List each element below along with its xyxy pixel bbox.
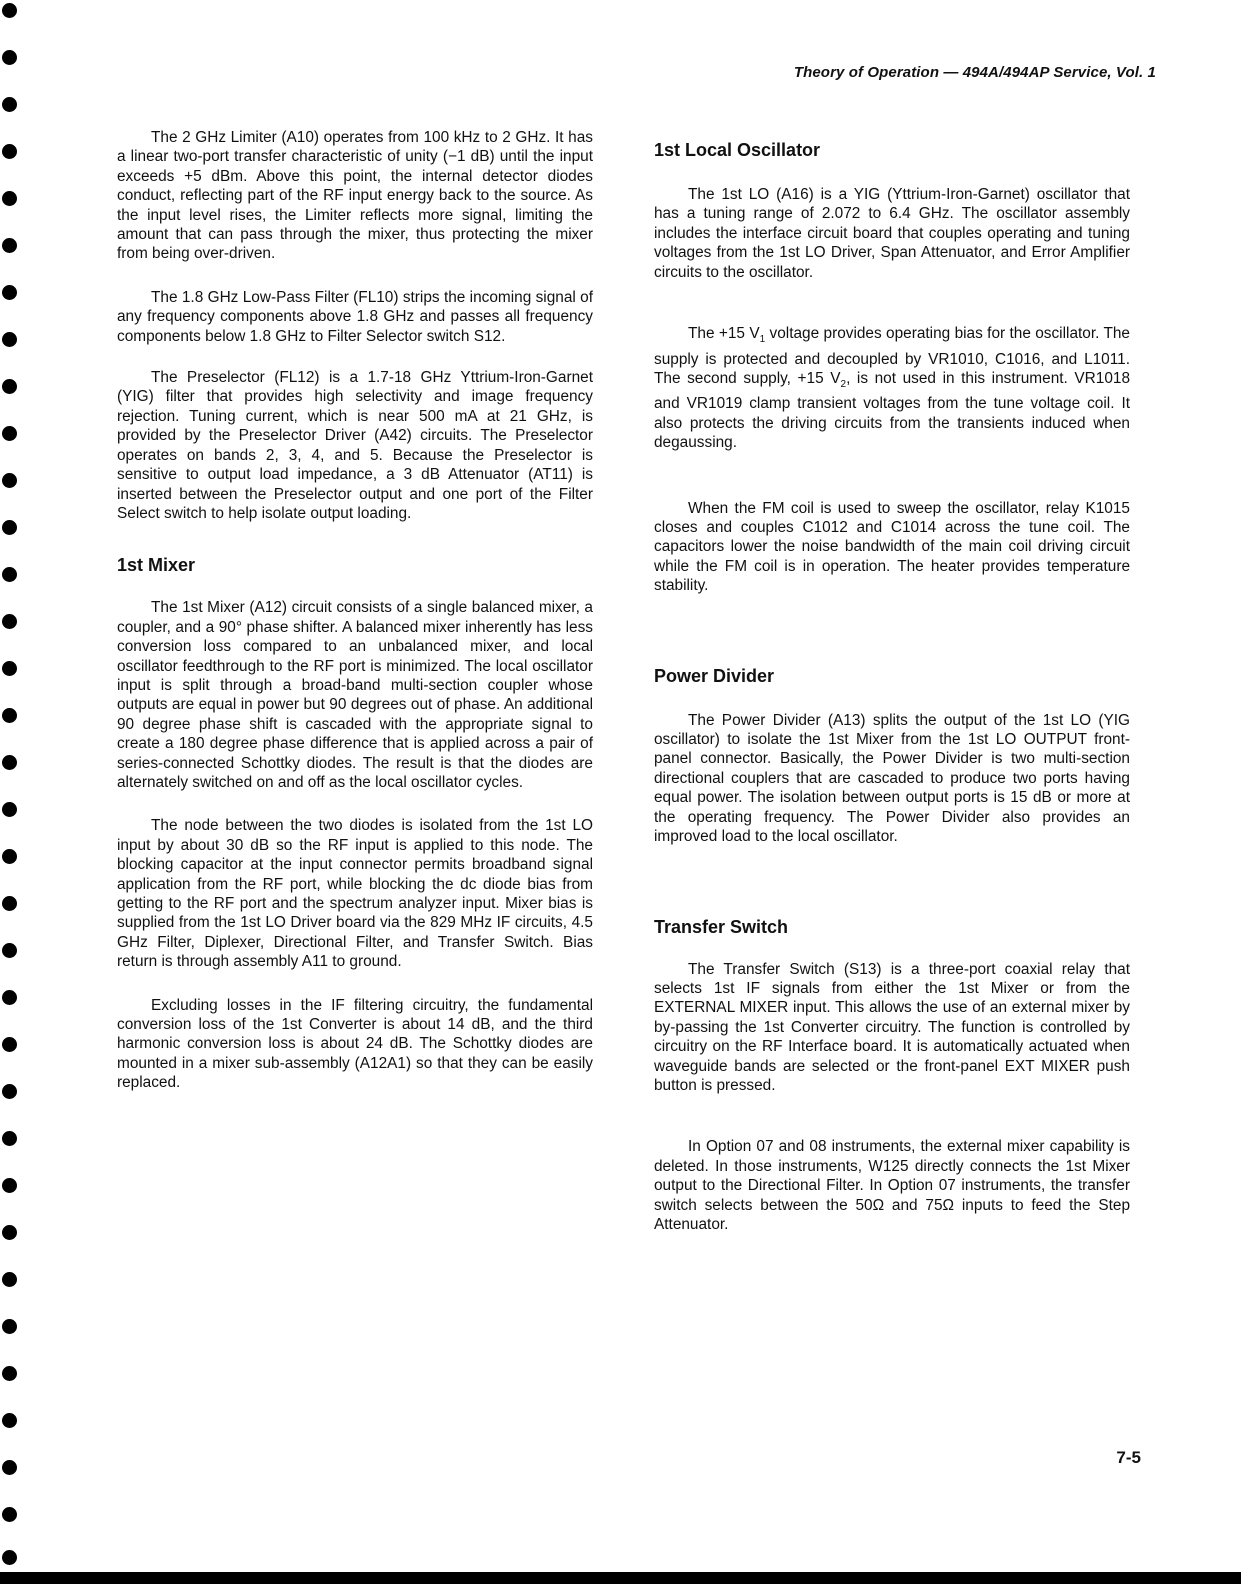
section-heading-power-divider: Power Divider — [654, 665, 775, 686]
section-heading-1st-lo: 1st Local Oscillator — [654, 140, 821, 160]
binder-hole — [2, 567, 17, 582]
binder-hole — [2, 379, 17, 394]
option-paragraph: In Option 07 and 08 instruments, the external mixer capability is deleted. In those instruments, W125 directly connects the 1st Mixer output to the Directional Filter. In Option 07 instruments, the transfer switch selects between the 50Ω and 75Ω inputs to feed the Step Attenuator. — [654, 1138, 1130, 1233]
lowpass-filter-paragraph: The 1.8 GHz Low-Pass Filter (FL10) strips the incoming signal of any frequency components above 1.8 GHz and passes all frequency components below 1.8 GHz to Filter Selector switch S12. — [117, 288, 593, 345]
binder-hole — [2, 191, 17, 206]
binder-hole — [2, 755, 17, 770]
binder-hole — [2, 849, 17, 864]
mixer-paragraph: The 1st Mixer (A12) circuit consists of a single balanced mixer, a coupler, and a 90° phase shifter. A balanced mixer inherently has less conversion loss compared to an unbalanced mixer, and local oscillator feedthrough to the RF port is minimized. The local oscillator input is split through a broad-band multi-section coupler whose outputs are equal in power but 90 degrees out of phase. An additional 90 degree phase shift is cascaded with the appropriate signal to create a 180 degree phase difference that is applied across a pair of series-connected Schottky diodes. The result is that the diodes are alternately switched on and off as the local oscillator cycles. — [117, 599, 593, 791]
binder-hole — [2, 661, 17, 676]
binder-hole — [2, 1131, 17, 1146]
limiter-paragraph: The 2 GHz Limiter (A10) operates from 100 kHz to 2 GHz. It has a linear two-port transfer characteristic of unity (−1 dB) until the input exceeds +5 dBm. Above this point, the internal detector diodes conduct, reflecting part of the RF input energy back to the source. As the input level rises, the Limiter reflects more signal, limiting the amount that can pass through the mixer, thus protecting the mixer from being over-driven. — [117, 129, 593, 263]
lo-paragraph: The 1st LO (A16) is a YIG (Yttrium-Iron-Garnet) oscillator that has a tuning range of 2.072 to 6.4 GHz. The oscillator assembly includes the interface circuit board that couples operating and tuning voltages from the 1st LO Driver, Span Attenuator, and Error Amplifier circuits to the oscillator. — [654, 186, 1130, 281]
binder-hole — [2, 1084, 17, 1099]
binder-hole — [2, 1225, 17, 1240]
binder-hole — [2, 802, 17, 817]
binder-hole — [2, 943, 17, 958]
binder-hole — [2, 1319, 17, 1334]
binder-hole — [2, 285, 17, 300]
binder-hole — [2, 520, 17, 535]
binder-hole — [2, 1366, 17, 1381]
binder-hole — [2, 3, 17, 18]
binder-hole — [2, 97, 17, 112]
running-header: Theory of Operation — 494A/494AP Service, Vol. 1 — [793, 64, 1156, 81]
binder-hole — [2, 50, 17, 65]
binder-hole — [2, 614, 17, 629]
binder-hole — [2, 1460, 17, 1475]
power-divider-paragraph: The Power Divider (A13) splits the output of the 1st LO (YIG oscillator) to isolate the 1st Mixer from the 1st LO OUTPUT front-panel connector. Basically, the Power Divider is two multi-section directional couplers that are cascaded to produce two ports having equal power. The isolation between output ports is 15 dB or more at the operating frequency. The Power Divider also provides an improved load to the local oscillator. — [654, 711, 1130, 846]
binder-hole — [2, 708, 17, 723]
right-column — [654, 140, 1130, 1234]
conversion-loss-paragraph: Excluding losses in the IF filtering circuitry, the fundamental conversion loss of the 1st Converter is about 14 dB, and the third harmonic conversion loss is about 24 dB. The Schottky diodes are mounted in a mixer sub-assembly (A12A1) so that they can be easily replaced. — [117, 996, 593, 1092]
binder-hole — [2, 238, 17, 253]
diode-node-paragraph: The node between the two diodes is isolated from the 1st LO input by about 30 dB so the RF input is applied to this node. The blocking capacitor at the input connector permits broadband signal application from the RF port, while blocking the dc diode bias from getting to the RF port and the spectrum analyzer input. Mixer bias is supplied from the 1st LO Driver board via the 829 MHz IF circuits, 4.5 GHz Filter, Diplexer, Directional Filter, and Transfer Switch. Bias return is through assembly A11 to ground. — [117, 817, 593, 971]
preselector-paragraph: The Preselector (FL12) is a 1.7-18 GHz Yttrium-Iron-Garnet (YIG) filter that provides high selectivity and image frequency rejection. Tuning current, which is near 500 mA at 21 GHz, is provided by the Preselector Driver (A42) circuits. The Preselector operates on bands 2, 3, 4, and 5. Because the Preselector is sensitive to output load impedance, a 3 dB Attenuator (AT11) is inserted between the Preselector output and one port of the Filter Select switch to help isolate output loading. — [117, 369, 593, 522]
binder-holes — [0, 0, 22, 1584]
binder-hole — [2, 473, 17, 488]
scan-bottom-edge — [0, 1572, 1241, 1584]
transfer-switch-paragraph: The Transfer Switch (S13) is a three-port coaxial relay that selects 1st IF signals from either the 1st Mixer or from the EXTERNAL MIXER input. This allows the use of an external mixer by by-passing the 1st Converter circuitry. The function is controlled by circuitry on the RF Interface board. It is automatically actuated when waveguide bands are selected or the front-panel EXT MIXER push button is pressed. — [654, 960, 1130, 1094]
binder-hole — [2, 990, 17, 1005]
fm-coil-paragraph: When the FM coil is used to sweep the oscillator, relay K1015 closes and couples C1012 and C1014 across the tune coil. The capacitors lower the noise bandwidth of the main coil driving circuit while the FM coil is in operation. The heater provides temperature stability. — [654, 499, 1130, 595]
supply-text-a: The +15 V — [688, 325, 760, 343]
page-number: 7-5 — [1116, 1448, 1141, 1467]
binder-hole — [2, 332, 17, 347]
supply-text-c: , is not used in this instrument. VR1018 and VR1019 clamp transient voltages from the tune voltage coil. It also protects the driving circuits from the transients induced when degaussing. — [654, 369, 1131, 452]
binder-hole — [2, 426, 17, 441]
section-heading-1st-mixer: 1st Mixer — [117, 555, 196, 576]
supply-subscript-2: 2 — [840, 379, 847, 390]
binder-hole — [2, 1507, 17, 1522]
binder-hole — [2, 1037, 17, 1052]
binder-hole — [2, 1413, 17, 1428]
supply-subscript-1: 1 — [759, 334, 766, 346]
supply-text-b: voltage provides operating bias for the oscillator. The supply is protected and decoupled by VR1010, C1016, and L1011. The second supply, +15 V — [654, 325, 1130, 387]
supply-paragraph — [654, 324, 1130, 453]
binder-hole — [2, 1178, 17, 1193]
binder-hole — [2, 896, 17, 911]
binder-hole — [2, 144, 17, 159]
binder-hole — [2, 1550, 17, 1565]
left-column — [117, 128, 593, 1093]
binder-hole — [2, 1272, 17, 1287]
section-heading-transfer-switch: Transfer Switch — [654, 916, 789, 937]
